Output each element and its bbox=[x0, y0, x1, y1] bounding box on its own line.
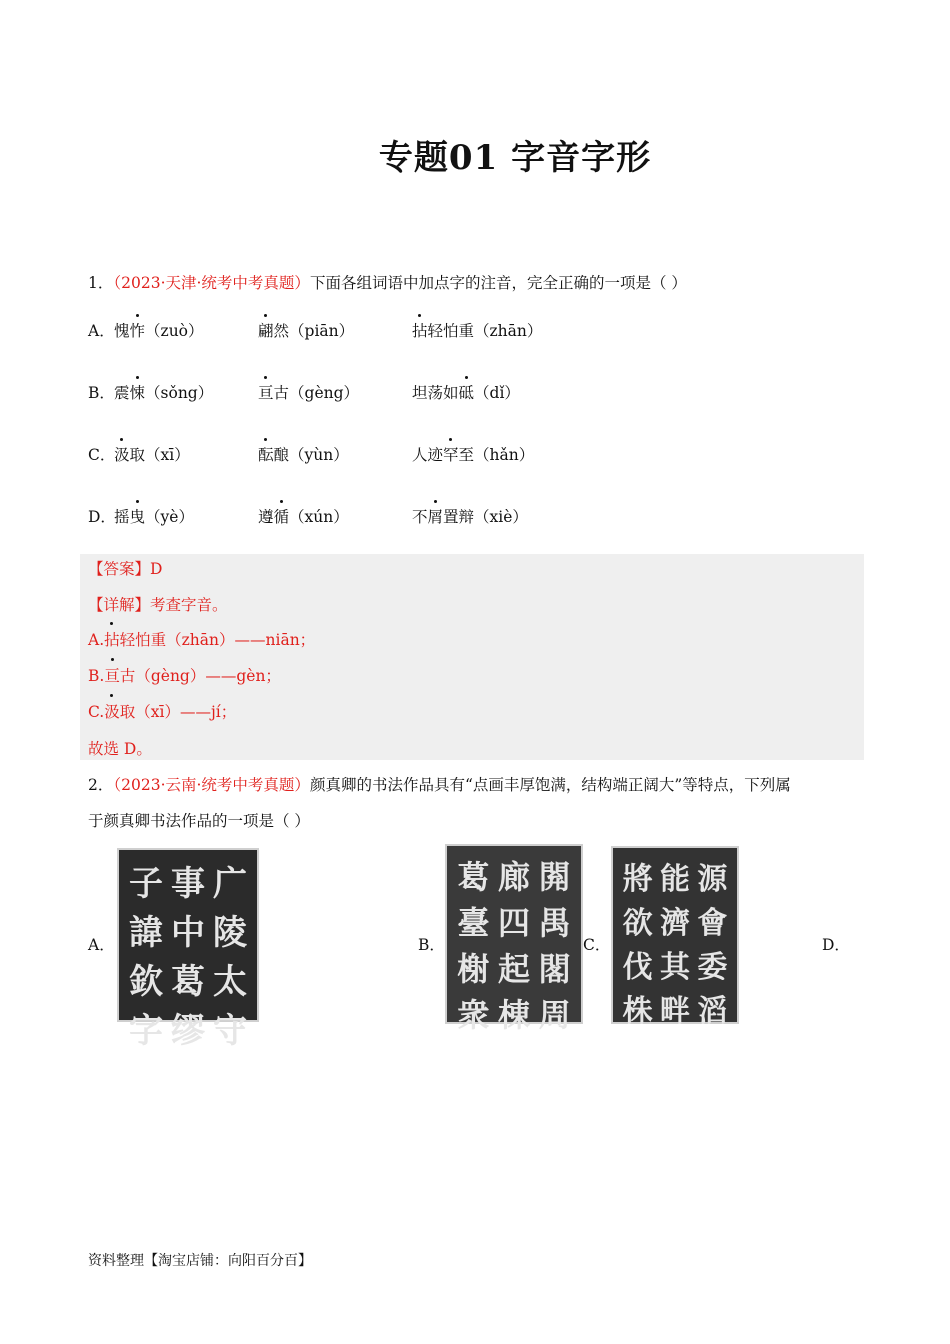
calligraphy-char: 廊 bbox=[497, 858, 530, 896]
calligraphy-char: 葛 bbox=[457, 858, 490, 896]
calligraphy-char: 諱 bbox=[129, 913, 163, 953]
question-2-stem: 2．（2023·云南·统考中考真题）颜真卿的书法作品具有“点画丰厚饱满，结构端正阔大”等特点，下列属 bbox=[88, 776, 791, 794]
calligraphy-char: 四 bbox=[497, 904, 530, 942]
q1-source: （2023·天津·统考中考真题） bbox=[113, 274, 310, 292]
explanation-b: B.亘古（gèng）——gèn； bbox=[88, 664, 281, 686]
calligraphy-image-a bbox=[117, 848, 259, 1051]
calligraphy-char: 周 bbox=[538, 996, 571, 1034]
explanation-c: C.汲取（xī）——jí； bbox=[88, 700, 236, 722]
conclusion-line: 故选 D。 bbox=[88, 740, 152, 758]
q1-option-word: 不屑置辩（xiè） bbox=[412, 508, 528, 526]
calligraphy-char: 欽 bbox=[129, 962, 163, 1002]
q1-option-word: 摇曳（yè） bbox=[114, 508, 194, 526]
q1-option-label: B． bbox=[88, 384, 115, 402]
calligraphy-char: 將 bbox=[622, 862, 653, 897]
calligraphy-char: 广 bbox=[213, 864, 247, 904]
q2-option-label-a: A． bbox=[88, 936, 115, 954]
calligraphy-char: 禺 bbox=[538, 904, 571, 942]
calligraphy-char: 字 bbox=[129, 1011, 163, 1051]
page-title: 专题01 字音字形 bbox=[378, 138, 652, 178]
calligraphy-char: 陵 bbox=[213, 913, 247, 953]
q1-option-word: 震悚（sǒng） bbox=[114, 384, 214, 402]
footer-note: 资料整理【淘宝店铺：向阳百分百】 bbox=[88, 1253, 312, 1269]
calligraphy-char: 閣 bbox=[538, 950, 571, 988]
explanation-line: 【详解】考查字音。 bbox=[88, 596, 228, 614]
calligraphy-char: 事 bbox=[171, 864, 205, 904]
answer-line: 【答案】D bbox=[88, 560, 163, 578]
calligraphy-image-b bbox=[445, 844, 583, 1034]
calligraphy-char: 源 bbox=[697, 862, 728, 897]
q1-option-word: 人迹罕至（hǎn） bbox=[412, 446, 535, 464]
calligraphy-char: 缪 bbox=[171, 1011, 205, 1051]
q1-option-word: 亘古（gèng） bbox=[258, 384, 360, 402]
question-1-stem: 1．（2023·天津·统考中考真题）下面各组词语中加点字的注音，完全正确的一项是（ ） bbox=[88, 274, 687, 292]
calligraphy-char: 濟 bbox=[659, 906, 690, 941]
calligraphy-char: 畔 bbox=[659, 994, 690, 1029]
calligraphy-char: 其 bbox=[659, 950, 690, 985]
calligraphy-char: 衆 bbox=[457, 996, 490, 1034]
q1-option-label: C． bbox=[88, 446, 116, 464]
calligraphy-char: 滔 bbox=[697, 994, 728, 1029]
calligraphy-char: 會 bbox=[697, 906, 728, 941]
calligraphy-char: 棟 bbox=[497, 996, 530, 1034]
q1-option-word: 汲取（xī） bbox=[114, 446, 190, 464]
calligraphy-char: 委 bbox=[697, 950, 728, 985]
q1-option-word: 拈轻怕重（zhān） bbox=[412, 322, 543, 340]
explanation-a: A.拈轻怕重（zhān）——niān； bbox=[88, 628, 315, 650]
calligraphy-char: 葛 bbox=[171, 962, 205, 1002]
q2-option-label-d: D． bbox=[822, 936, 850, 954]
calligraphy-image-c bbox=[611, 846, 739, 1029]
calligraphy-char: 臺 bbox=[457, 904, 490, 942]
calligraphy-char: 太 bbox=[213, 962, 247, 1002]
q2-source: （2023·云南·统考中考真题） bbox=[113, 776, 310, 794]
q1-option-label: A． bbox=[88, 322, 115, 340]
calligraphy-char: 閞 bbox=[538, 858, 571, 896]
q1-option-word: 遵循（xún） bbox=[258, 508, 349, 526]
calligraphy-char: 起 bbox=[497, 950, 530, 988]
calligraphy-char: 榭 bbox=[457, 950, 490, 988]
calligraphy-char: 株 bbox=[622, 994, 653, 1029]
q2-option-label-b: B． bbox=[418, 936, 445, 954]
calligraphy-char: 中 bbox=[171, 913, 205, 953]
q2-option-label-c: C． bbox=[583, 936, 611, 954]
calligraphy-char: 守 bbox=[213, 1011, 247, 1051]
calligraphy-char: 子 bbox=[129, 864, 163, 904]
q1-option-word: 坦荡如砥（dǐ） bbox=[412, 384, 520, 402]
question-2-stem-cont: 于颜真卿书法作品的一项是（ ） bbox=[88, 812, 310, 830]
q1-option-word: 愧怍（zuò） bbox=[114, 322, 204, 340]
calligraphy-char: 能 bbox=[659, 862, 690, 897]
answer-box bbox=[80, 554, 864, 760]
calligraphy-char: 欲 bbox=[622, 906, 653, 941]
calligraphy-char: 伐 bbox=[622, 950, 653, 985]
q1-option-word: 翩然（piān） bbox=[258, 322, 355, 340]
q1-option-label: D． bbox=[88, 508, 116, 526]
q1-option-word: 酝酿（yùn） bbox=[258, 446, 349, 464]
